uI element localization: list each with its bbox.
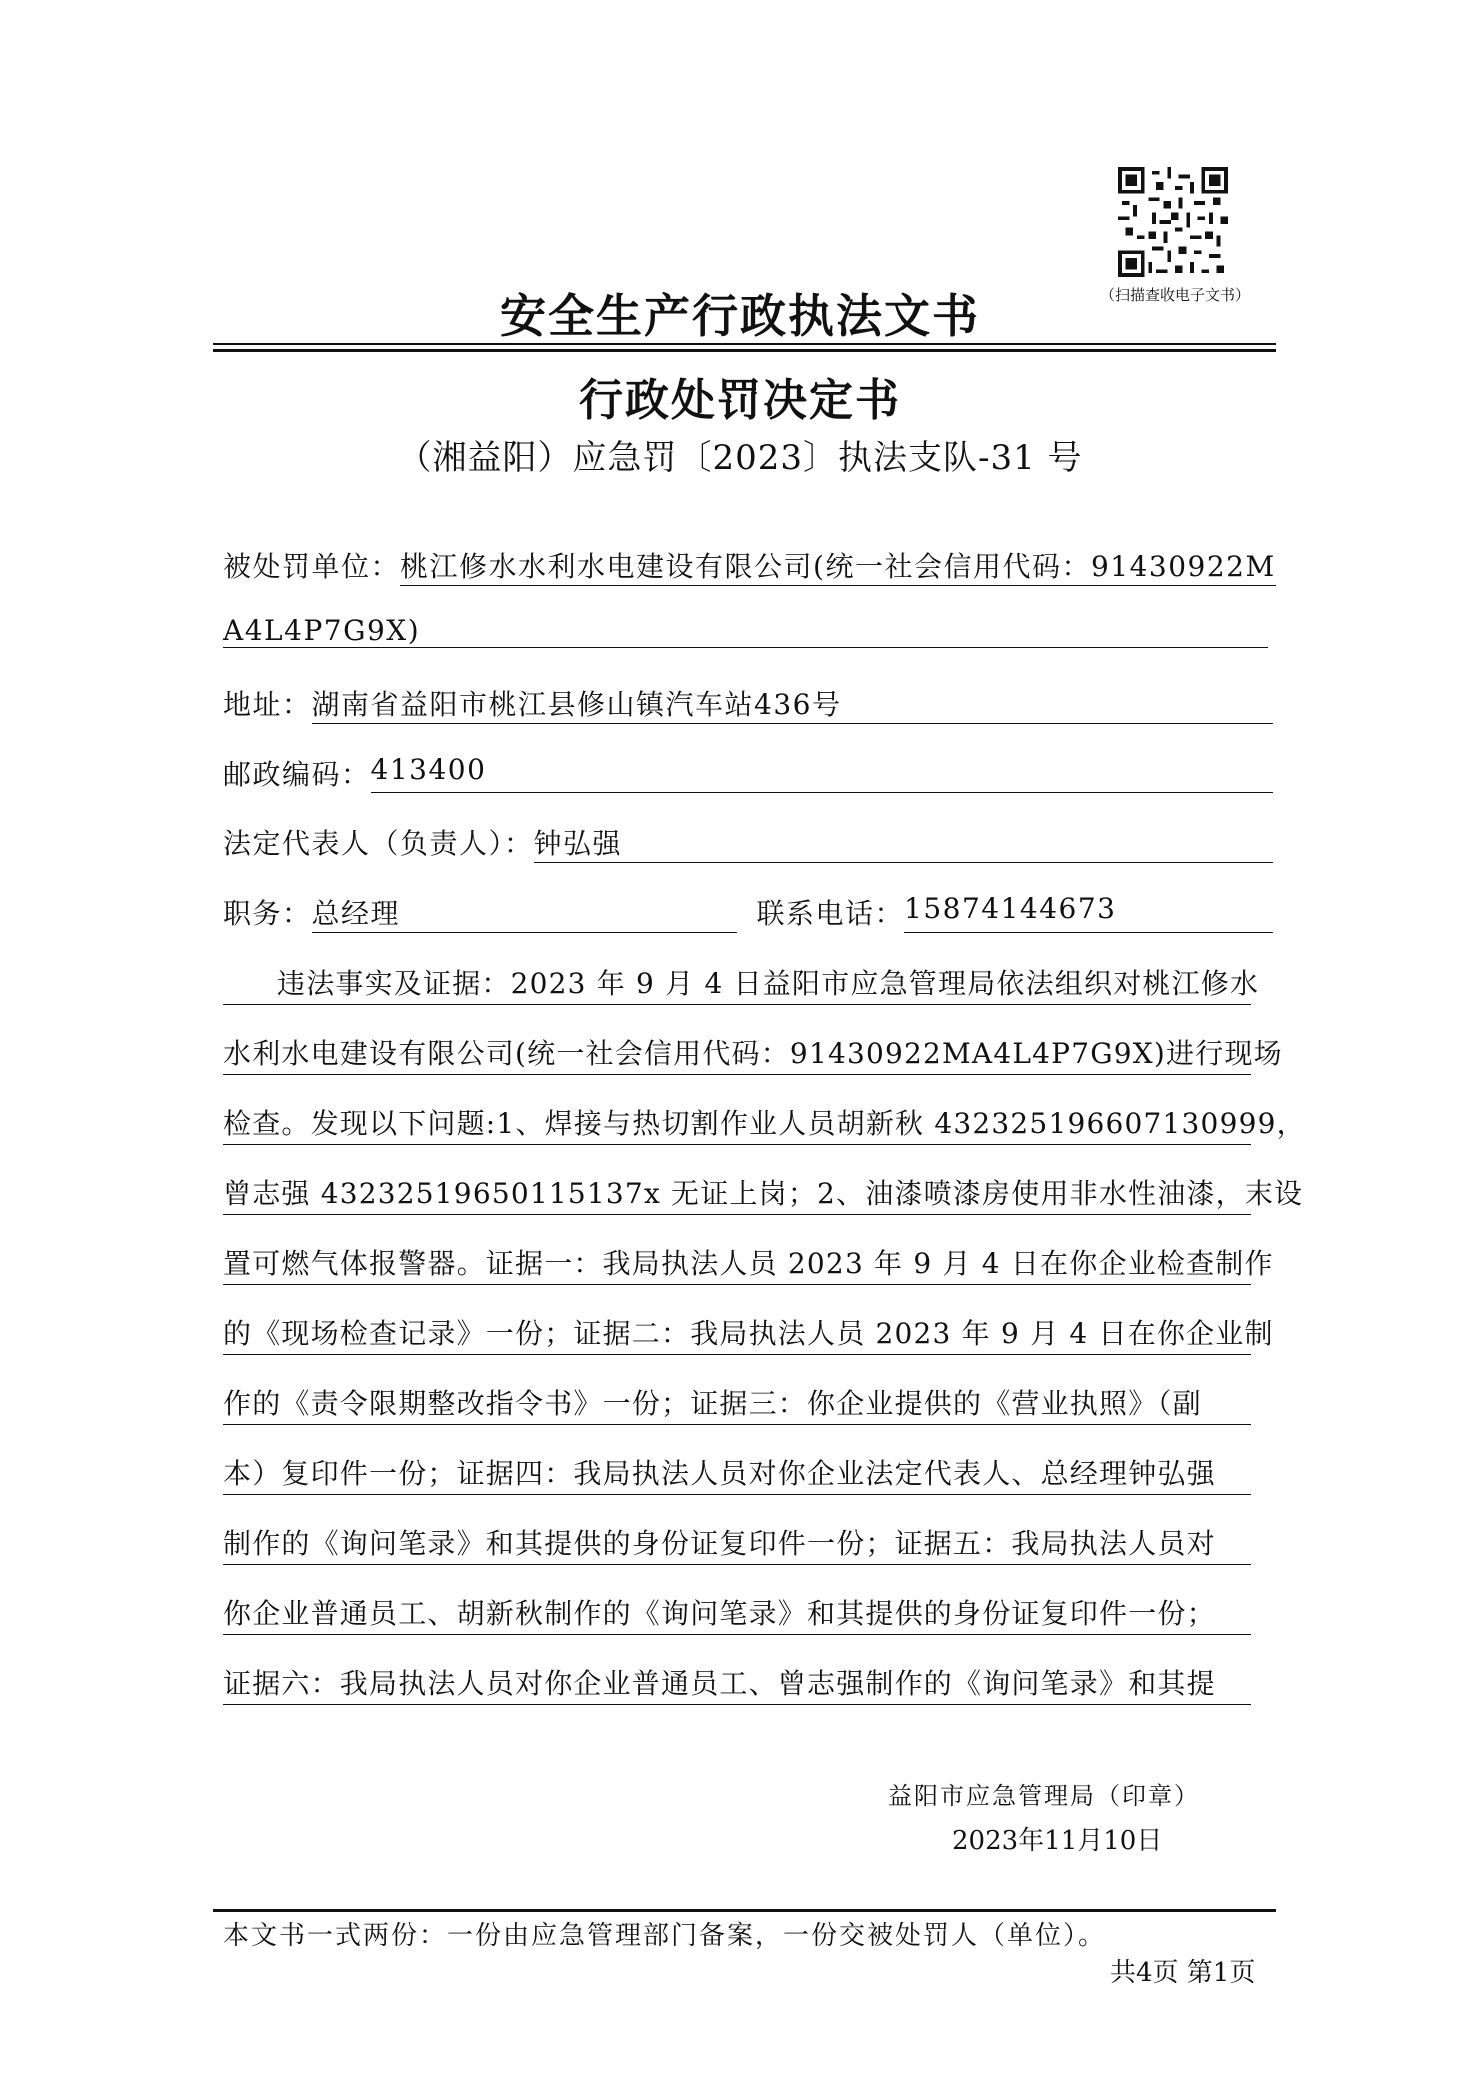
facts-line: 曾志强 43232519650115137x 无证上岗；2、油漆喷漆房使用非水性油漆，末设: [223, 1172, 1251, 1215]
legal-rep-row: [223, 822, 1273, 863]
punished-unit-row: [223, 545, 1276, 586]
facts-line: 置可燃气体报警器。证据一：我局执法人员 2023 年 9 月 4 日在你企业检查制作: [223, 1242, 1251, 1285]
facts-line: 本）复印件一份；证据四：我局执法人员对你企业法定代表人、总经理钟弘强: [223, 1452, 1251, 1495]
address-value: 湖南省益阳市桃江县修山镇汽车站436号: [312, 683, 1273, 724]
issuer-seal-text: 益阳市应急管理局（印章）: [888, 1782, 1200, 1810]
position-phone-row: [223, 892, 1273, 933]
document-number: （湘益阳）应急罚〔2023〕执法支队-31 号: [397, 438, 1083, 478]
facts-line: 的《现场检查记录》一份；证据二：我局执法人员 2023 年 9 月 4 日在你企业制: [223, 1312, 1251, 1355]
footer-divider: [213, 1909, 1276, 1912]
address-row: [223, 683, 1273, 724]
legal-rep-label: 法定代表人（负责人）：: [223, 827, 534, 860]
facts-line: 作的《责令限期整改指令书》一份；证据三：你企业提供的《营业执照》（副: [223, 1382, 1251, 1425]
punished-unit-value-line1: 桃江修水水利水电建设有限公司(统一社会信用代码：91430922M: [400, 545, 1276, 586]
phone-value: 15874144673: [904, 892, 1273, 933]
facts-line: 你企业普通员工、胡新秋制作的《询问笔录》和其提供的身份证复印件一份；: [223, 1592, 1251, 1635]
position-value: 总经理: [312, 892, 737, 933]
issue-date: 2023年11月10日: [952, 1826, 1163, 1856]
phone-label: 联系电话：: [756, 897, 905, 930]
facts-line: 制作的《询问笔录》和其提供的身份证复印件一份；证据五：我局执法人员对: [223, 1522, 1251, 1565]
postcode-row: [223, 753, 1273, 793]
facts-line: 水利水电建设有限公司(统一社会信用代码：91430922MA4L4P7G9X)进行现场: [223, 1032, 1251, 1075]
punished-unit-label: 被处罚单位：: [223, 550, 401, 583]
facts-line: 违法事实及证据：2023 年 9 月 4 日益阳市应急管理局依法组织对桃江修水: [223, 962, 1251, 1005]
postcode-value: 413400: [371, 753, 1273, 793]
category-title: 安全生产行政执法文书: [500, 289, 980, 343]
header-divider-thick: [213, 349, 1276, 352]
page-number: 共4页 第1页: [1110, 1958, 1256, 1988]
punished-unit-value-line2: A4L4P7G9X): [223, 614, 1268, 648]
facts-line: 证据六：我局执法人员对你企业普通员工、曾志强制作的《询问笔录》和其提: [223, 1662, 1251, 1705]
qr-caption: （扫描查收电子文书）: [1099, 286, 1250, 304]
postcode-label: 邮政编码：: [223, 758, 371, 791]
document-title: 行政处罚决定书: [579, 375, 901, 426]
footer-note: 本文书一式两份：一份由应急管理部门备案，一份交被处罚人（单位）。: [223, 1921, 1107, 1951]
punished-unit-row-cont: [223, 614, 1273, 648]
facts-line: 检查。发现以下问题:1、焊接与热切割作业人员胡新秋 432325196607130999，: [223, 1102, 1251, 1145]
legal-rep-value: 钟弘强: [534, 822, 1273, 863]
qr-code-icon: [1118, 167, 1228, 277]
position-label: 职务：: [223, 897, 312, 930]
header-divider-thin: [213, 343, 1276, 345]
address-label: 地址：: [223, 688, 312, 721]
